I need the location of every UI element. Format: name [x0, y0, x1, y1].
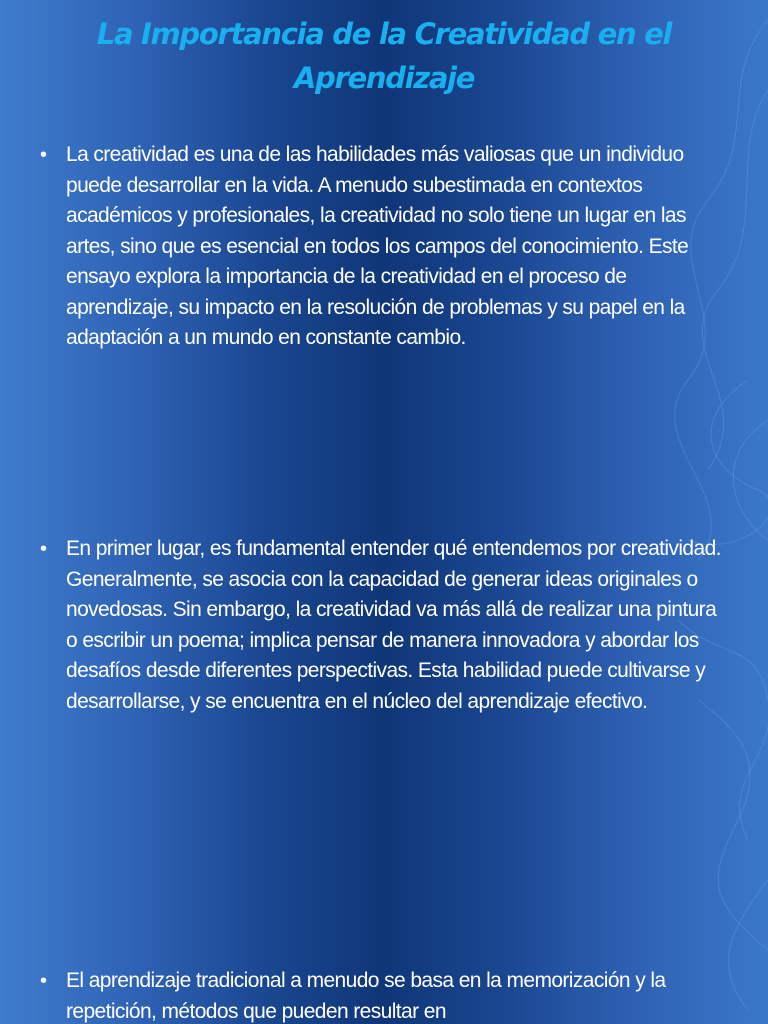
slide-title: La Importancia de la Creatividad en el Aprendizaje [96, 17, 672, 95]
bullet-dot-icon: • [40, 538, 48, 560]
bullet-item [40, 140, 730, 354]
paragraph-text: En primer lugar, es fundamental entender qué entendemos por creatividad. Generalmente, se asocia con la capacidad de generar ideas originales o novedosas. Sin embargo, la creatividad va más allá de realizar una pintura o escribir un poema; implica pensar de manera innovadora y abordar los desafíos desde diferentes perspectivas. Esta habilidad puede cultivarse y desarrollarse, y se encuentra en el núcleo del aprendizaje efectivo. [66, 537, 721, 713]
paragraph-text: La creatividad es una de las habilidades más valiosas que un individuo puede desarrollar en la vida. A menudo subestimada en contextos académicos y profesionales, la creatividad no solo tiene un lugar en las artes, sino que es esencial en todos los campos del conocimiento. Este ensayo explora la importancia de la creatividad en el proceso de aprendizaje, su impacto en la resolución de problemas y su papel en la adaptación a un mundo en constante cambio. [66, 143, 689, 349]
bullet-item [40, 966, 730, 1024]
paragraph-text: El aprendizaje tradicional a menudo se basa en la memorización y la repetición, métodos que pueden resultar en [66, 969, 666, 1023]
bullet-dot-icon: • [40, 144, 48, 166]
bullet-item [40, 534, 730, 717]
bullet-dot-icon: • [40, 970, 48, 992]
